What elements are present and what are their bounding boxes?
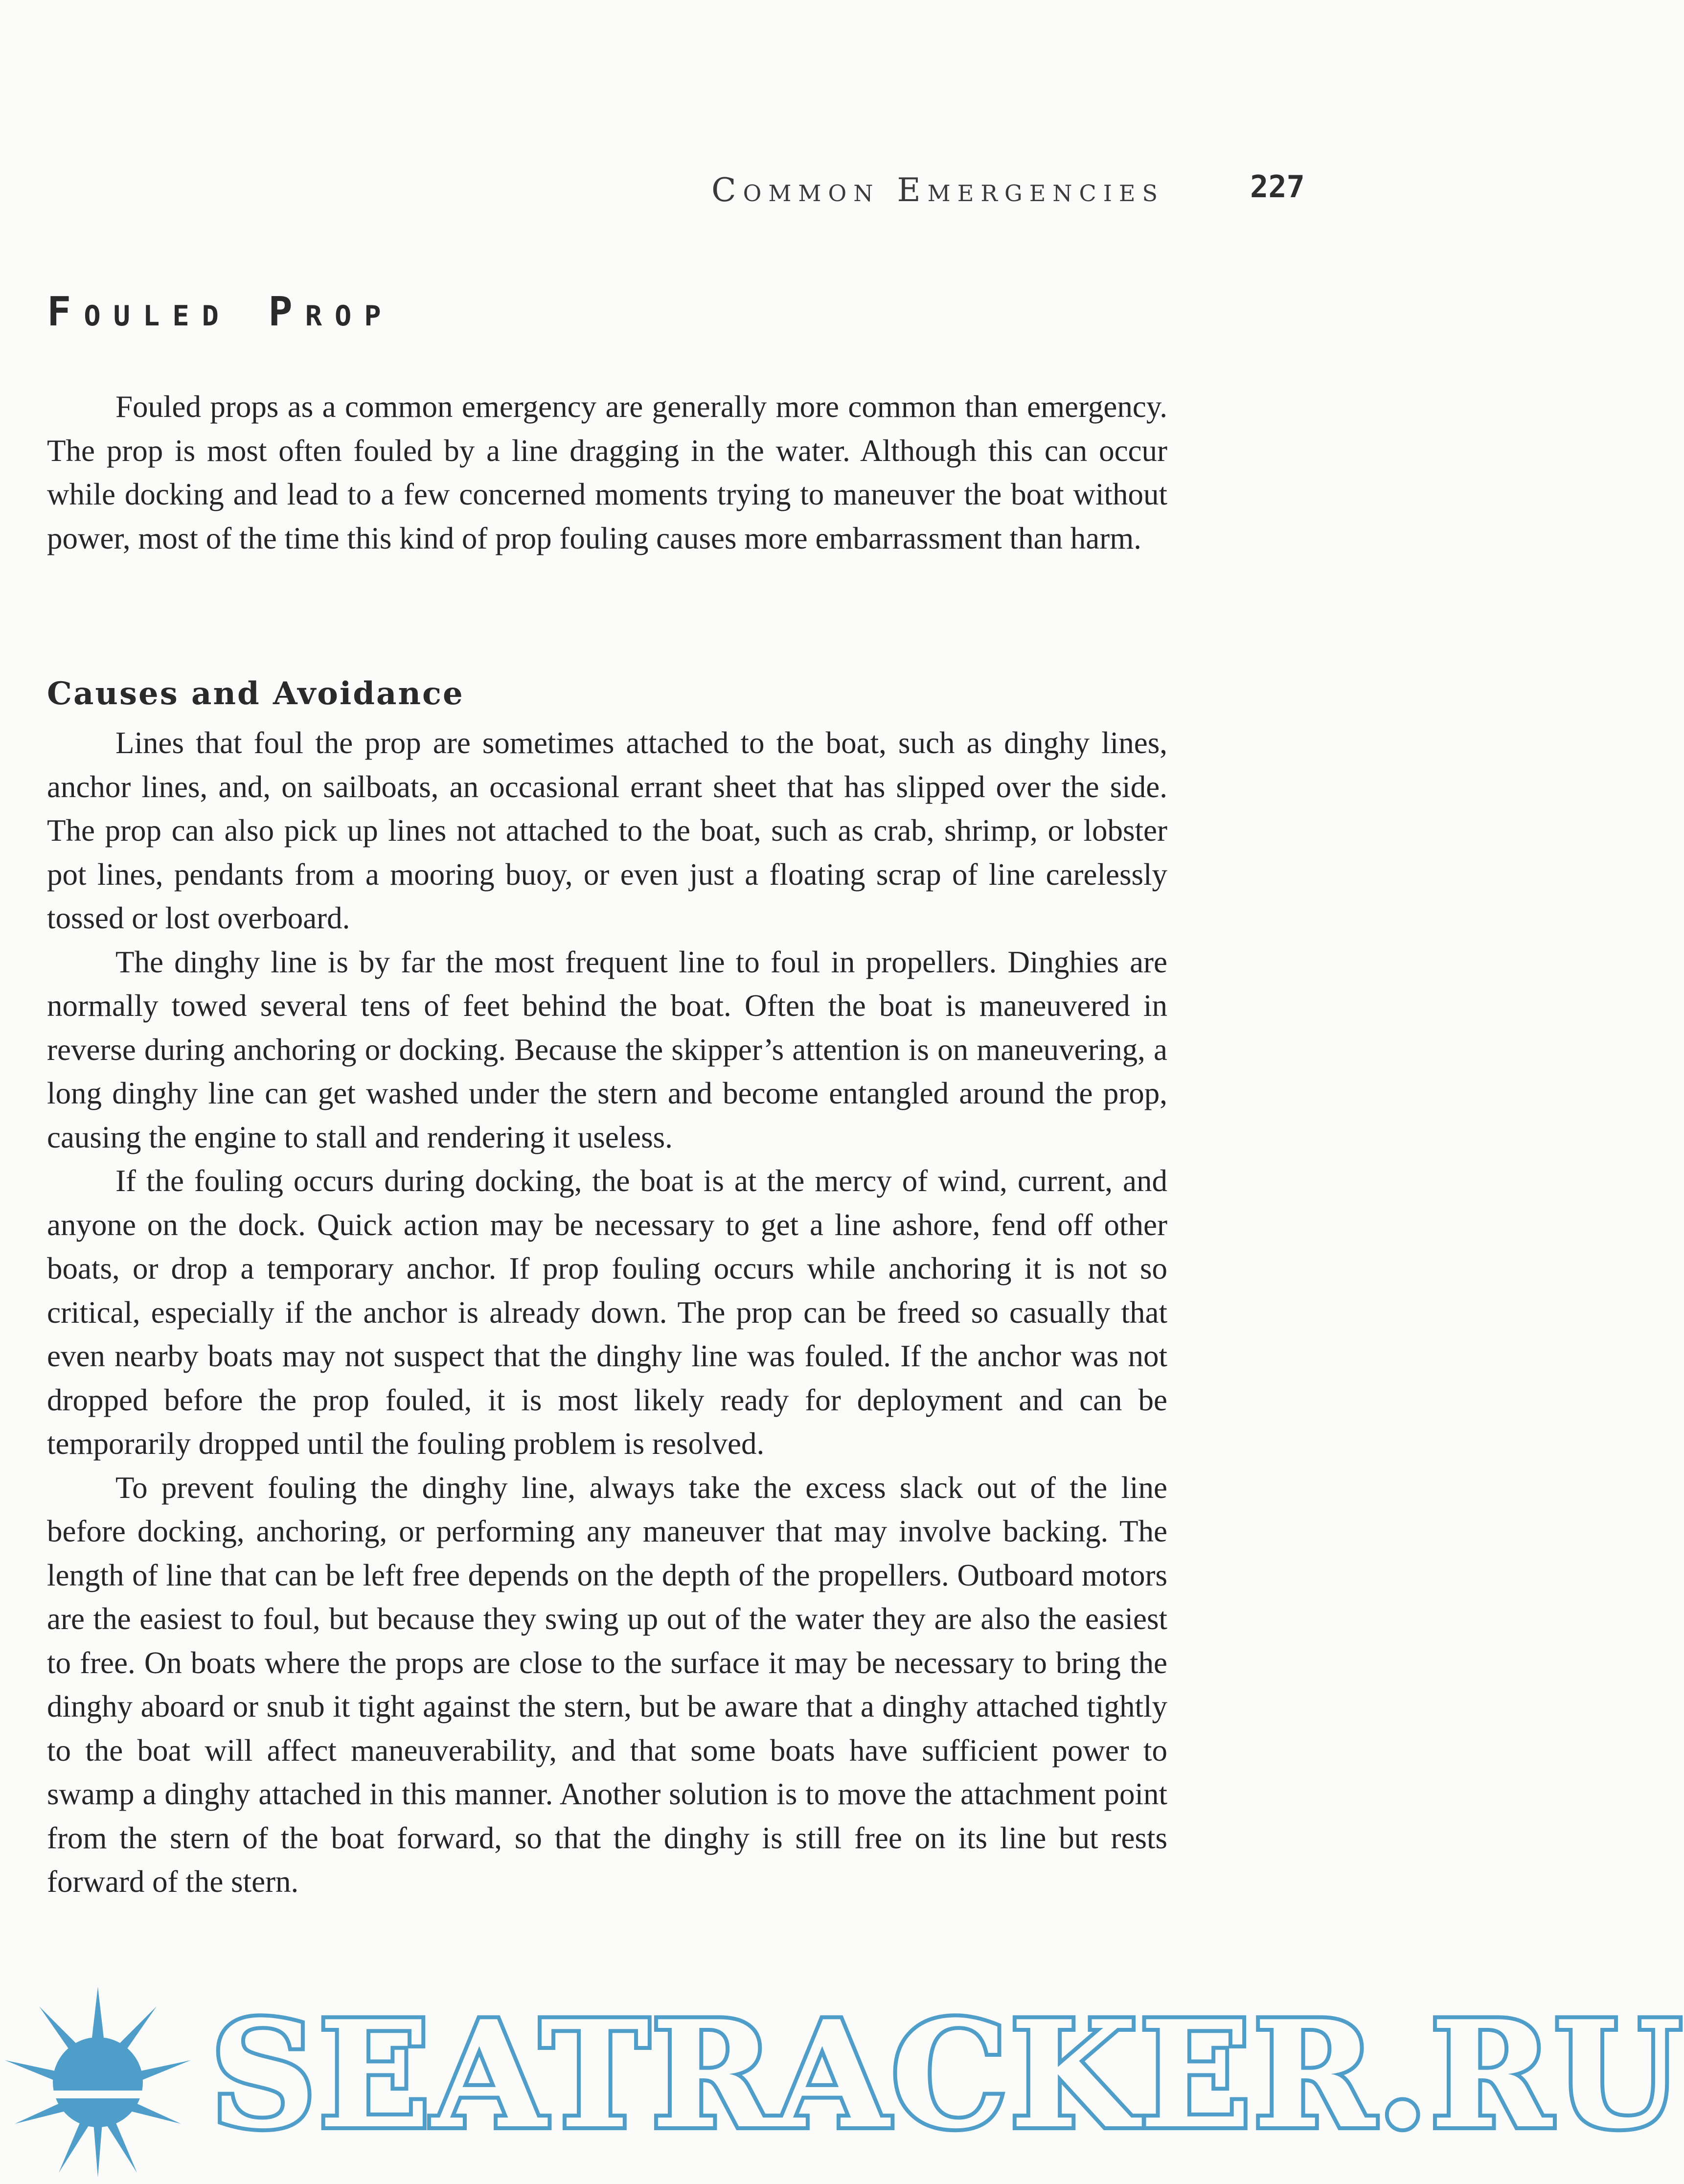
subsection-title: Causes and Avoidance <box>47 675 464 712</box>
section-title: Fouled Prop <box>47 289 394 335</box>
paragraph-4: To prevent fouling the dinghy line, always take the excess slack out of the line before docking, anchoring, or performing any maneuver that may involve backing. The length of line that can be left free depends on the depth of the propellers. Outboard motors are the easiest to foul, but because they swing up out of the water they are also the easiest to free. On boats where the props are close to the surface it may be necessary to bring the dinghy aboard or snub it tight against the stern, but be aware that a dinghy attached tightly to the boat will affect maneuverability, and that some boats have sufficient power to swamp a dinghy attached in this manner. Another solution is to move the attachment point from the stern of the boat forward, so that the dinghy is still free on its line but rests forward of the stern. <box>47 1470 1167 1899</box>
watermark-text: SEATRACKER.RU <box>210 1988 1684 2161</box>
paragraph-2: The dinghy line is by far the most frequent line to foul in propellers. Dinghies are normally towed several tens of feet behind the boat. Often the boat is maneuvered in reverse during anchoring or docking. Because the skipper’s attention is on maneuvering, a long dinghy line can get washed under the stern and become entangled around the prop, causing the engine to stall and rendering it useless. <box>47 944 1167 1154</box>
paragraph-3: If the fouling occurs during docking, the boat is at the mercy of wind, current, and anyone on the dock. Quick action may be necessary to get a line ashore, fend off other boats, or drop a temporary anchor. If prop fouling occurs while anchoring it is not so critical, especially if the anchor is already down. The prop can be freed so casually that even nearby boats may not suspect that the dinghy line was fouled. If the anchor was not dropped before the prop fouled, it is most likely ready for deployment and can be temporarily dropped until the fouling problem is resolved. <box>47 1164 1167 1461</box>
running-head: Common Emergencies <box>711 171 1164 209</box>
causes-text <box>47 721 1167 1904</box>
paragraph-1: Lines that foul the prop are sometimes attached to the boat, such as dinghy lines, anchor lines, and, on sailboats, an occasional errant sheet that has slipped over the side. The prop can also pick up lines not attached to the boat, such as crab, shrimp, or lobster pot lines, pendants from a mooring buoy, or even just a floating scrap of line carelessly tossed or lost overboard. <box>47 726 1167 935</box>
intro-text <box>47 385 1167 560</box>
sun-icon <box>0 1977 196 2184</box>
watermark <box>0 1977 1684 2184</box>
intro-paragraph: Fouled props as a common emergency are generally more common than emergency. The prop is most often fouled by a line dragging in the water. Although this can occur while docking and lead to a few concerned moments trying to maneuver the boat without power, most of the time this kind of prop fouling causes more embarrassment than harm. <box>47 390 1167 555</box>
page-number: 227 <box>1250 169 1305 205</box>
